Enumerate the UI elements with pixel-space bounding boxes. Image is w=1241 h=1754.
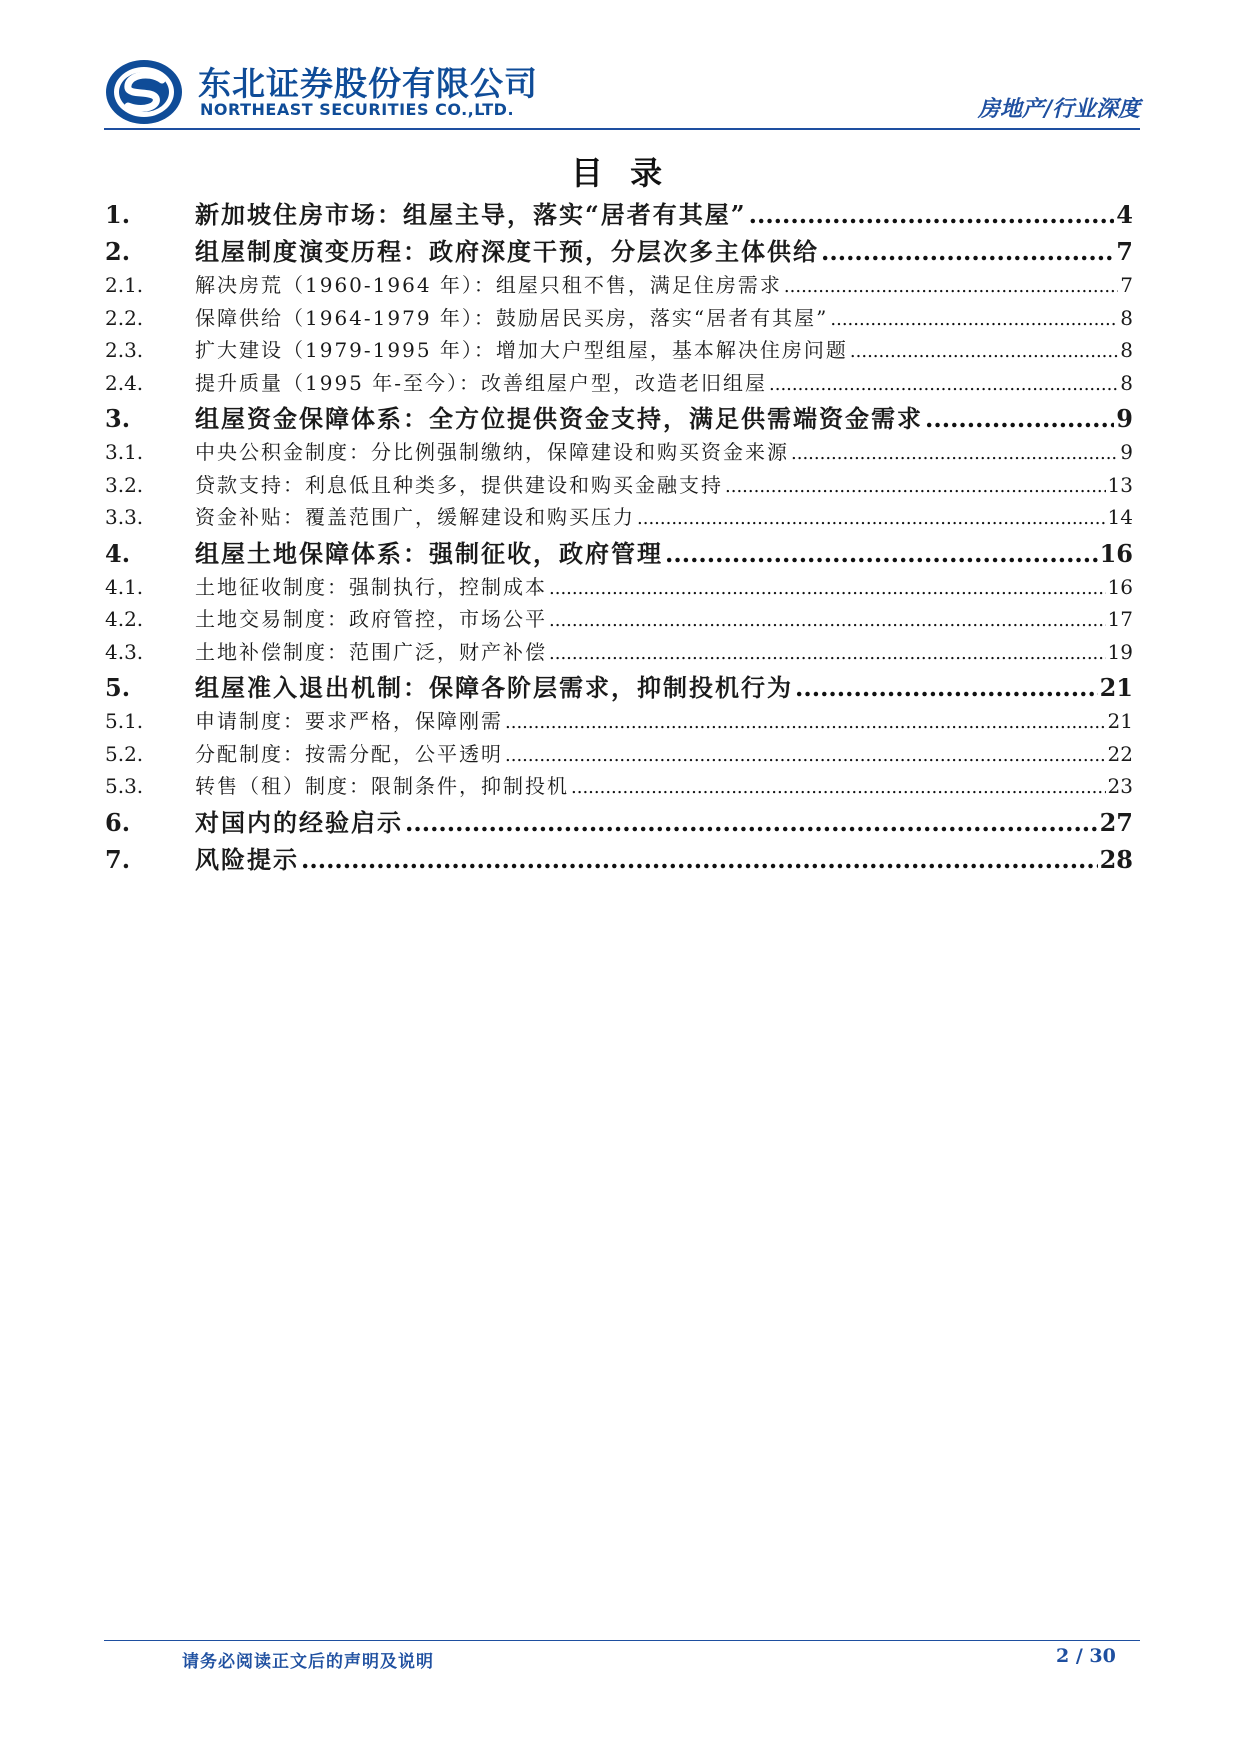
toc-entry-title: 土地补偿制度：范围广泛，财产补偿 <box>195 639 547 664</box>
page-number: 2 / 30 <box>1056 1645 1116 1667</box>
company-logo-icon <box>104 58 184 126</box>
toc-leader-dots <box>505 745 1106 766</box>
toc-entry-number: 4.1. <box>105 574 144 599</box>
toc-entry-page: 7 <box>1116 237 1133 266</box>
toc-entry-number: 5.2. <box>105 741 144 766</box>
toc-entry-title: 扩大建设（1979-1995 年）：增加大户型组屋，基本解决住房问题 <box>195 338 848 362</box>
toc-leader-dots <box>549 610 1106 631</box>
table-of-contents <box>105 195 1133 877</box>
toc-entry-title: 风险提示 <box>195 844 299 874</box>
toc-entry-section[interactable] <box>105 501 1133 534</box>
toc-entry-number: 2.2. <box>105 305 144 330</box>
toc-entry-section[interactable] <box>105 705 1133 738</box>
toc-entry-section[interactable] <box>105 302 1133 335</box>
toc-entry-section[interactable] <box>105 603 1133 636</box>
toc-leader-dots <box>549 643 1106 664</box>
toc-entry-title: 组屋土地保障体系：强制征收，政府管理 <box>195 538 663 568</box>
company-name-cn: 东北证券股份有限公司 <box>198 64 538 103</box>
toc-entry-title: 提升质量（1995 年-至今）：改善组屋户型，改造老旧组屋 <box>195 370 768 395</box>
toc-entry-title: 贷款支持：利息低且种类多，提供建设和购买金融支持 <box>195 472 723 497</box>
toc-entry-chapter[interactable] <box>105 668 1133 705</box>
toc-entry-chapter[interactable] <box>105 195 1133 232</box>
toc-leader-dots <box>505 712 1106 733</box>
toc-entry-page: 21 <box>1107 709 1133 733</box>
toc-entry-page: 8 <box>1120 305 1133 330</box>
toc-entry-number: 6. <box>105 807 131 837</box>
footer-divider <box>104 1640 1140 1641</box>
toc-entry-title: 解决房荒（1960-1964 年）：组屋只租不售，满足住房需求 <box>195 273 782 297</box>
report-section-tag: 房地产/行业深度 <box>977 96 1140 122</box>
toc-leader-dots <box>769 374 1118 395</box>
page-header <box>104 54 1140 128</box>
toc-leader-dots <box>571 777 1106 798</box>
toc-leader-dots <box>749 200 1115 229</box>
toc-entry-number: 3. <box>105 404 131 433</box>
toc-entry-section[interactable] <box>105 636 1133 669</box>
toc-entry-title: 组屋资金保障体系：全方位提供资金支持，满足供需端资金需求 <box>195 404 923 433</box>
toc-entry-title: 转售（租）制度：限制条件，抑制投机 <box>195 774 569 798</box>
toc-leader-dots <box>821 237 1114 266</box>
toc-leader-dots <box>301 845 1098 874</box>
toc-entry-title: 组屋制度演变历程：政府深度干预，分层次多主体供给 <box>195 237 819 266</box>
toc-leader-dots <box>725 476 1106 497</box>
toc-entry-section[interactable] <box>105 436 1133 469</box>
toc-entry-chapter[interactable] <box>105 840 1133 877</box>
toc-entry-chapter[interactable] <box>105 534 1133 571</box>
toc-entry-page: 27 <box>1099 807 1133 837</box>
toc-entry-title: 中央公积金制度：分比例强制缴纳，保障建设和购买资金来源 <box>195 440 789 464</box>
toc-entry-number: 2.4. <box>105 370 144 395</box>
toc-entry-section[interactable] <box>105 738 1133 771</box>
toc-entry-page: 9 <box>1116 404 1133 433</box>
toc-leader-dots <box>549 578 1106 599</box>
toc-entry-number: 4.3. <box>105 639 144 664</box>
toc-entry-number: 2.1. <box>105 273 144 297</box>
toc-entry-number: 5.3. <box>105 774 144 798</box>
toc-entry-page: 22 <box>1107 741 1133 766</box>
toc-title: 目 录 <box>570 154 671 192</box>
toc-entry-title: 新加坡住房市场：组屋主导，落实“居者有其屋” <box>195 200 747 229</box>
toc-entry-section[interactable] <box>105 571 1133 604</box>
toc-entry-number: 2. <box>105 237 131 266</box>
toc-leader-dots <box>791 443 1118 464</box>
toc-entry-page: 19 <box>1107 639 1133 664</box>
toc-entry-page: 28 <box>1099 844 1133 874</box>
toc-entry-chapter[interactable] <box>105 803 1133 840</box>
toc-entry-page: 16 <box>1099 538 1133 568</box>
toc-leader-dots <box>665 539 1098 568</box>
toc-entry-number: 1. <box>105 200 131 229</box>
toc-entry-section[interactable] <box>105 770 1133 803</box>
toc-entry-page: 21 <box>1099 673 1133 702</box>
toc-entry-page: 8 <box>1120 338 1133 362</box>
toc-entry-number: 4.2. <box>105 607 144 631</box>
toc-entry-page: 14 <box>1107 505 1133 529</box>
toc-entry-page: 23 <box>1107 774 1133 798</box>
toc-entry-title: 资金补贴：覆盖范围广，缓解建设和购买压力 <box>195 505 635 529</box>
toc-entry-chapter[interactable] <box>105 232 1133 269</box>
toc-leader-dots <box>637 508 1106 529</box>
toc-leader-dots <box>925 404 1114 433</box>
toc-leader-dots <box>784 276 1118 297</box>
toc-entry-title: 分配制度：按需分配，公平透明 <box>195 741 503 766</box>
toc-entry-section[interactable] <box>105 334 1133 367</box>
toc-entry-number: 5.1. <box>105 709 144 733</box>
toc-entry-number: 2.3. <box>105 338 144 362</box>
toc-entry-number: 3.2. <box>105 472 144 497</box>
toc-leader-dots <box>830 309 1118 330</box>
toc-entry-title: 保障供给（1964-1979 年）：鼓励居民买房，落实“居者有其屋” <box>195 305 829 330</box>
toc-entry-page: 7 <box>1120 273 1133 297</box>
toc-entry-page: 13 <box>1107 472 1133 497</box>
toc-entry-number: 4. <box>105 538 131 568</box>
toc-entry-title: 土地征收制度：强制执行，控制成本 <box>195 574 547 599</box>
toc-entry-title: 组屋准入退出机制：保障各阶层需求，抑制投机行为 <box>195 673 793 702</box>
toc-entry-number: 3.1. <box>105 440 144 464</box>
toc-entry-title: 土地交易制度：政府管控，市场公平 <box>195 607 547 631</box>
toc-entry-page: 16 <box>1107 574 1133 599</box>
toc-entry-page: 9 <box>1120 440 1133 464</box>
toc-entry-number: 7. <box>105 844 131 874</box>
toc-entry-title: 对国内的经验启示 <box>195 807 403 837</box>
header-divider <box>104 128 1140 130</box>
toc-entry-page: 17 <box>1107 607 1133 631</box>
toc-entry-chapter[interactable] <box>105 399 1133 436</box>
company-name-en: NORTHEAST SECURITIES CO.,LTD. <box>200 100 515 119</box>
toc-entry-number: 3.3. <box>105 505 144 529</box>
footer-disclaimer: 请务必阅读正文后的声明及说明 <box>182 1652 434 1672</box>
toc-leader-dots <box>850 341 1118 362</box>
toc-entry-section[interactable] <box>105 367 1133 400</box>
toc-entry-page: 4 <box>1116 200 1133 229</box>
toc-entry-number: 5. <box>105 673 131 702</box>
toc-entry-page: 8 <box>1120 370 1133 395</box>
toc-entry-section[interactable] <box>105 269 1133 302</box>
toc-entry-title: 申请制度：要求严格，保障刚需 <box>195 709 503 733</box>
toc-entry-section[interactable] <box>105 469 1133 502</box>
toc-leader-dots <box>405 808 1098 837</box>
toc-leader-dots <box>795 673 1098 702</box>
